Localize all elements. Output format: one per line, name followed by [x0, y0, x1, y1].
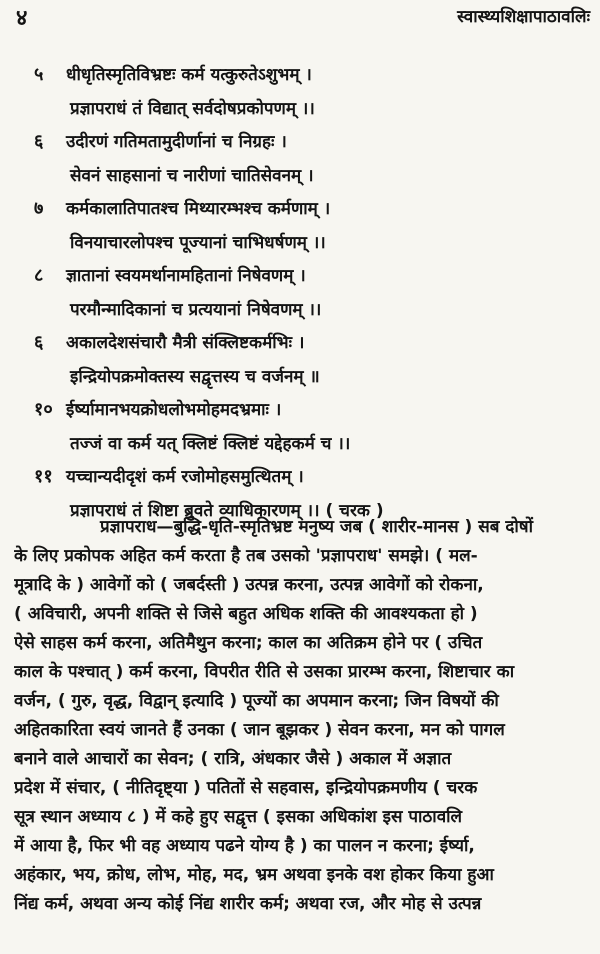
- commentary-line: ऐसे साहस कर्म करना, अतिमैथुन करना; काल का अतिक्रम होने पर ( उचित: [14, 633, 483, 653]
- verse-text: यच्चान्यदीदृशं कर्म रजोमोहसमुत्थितम् ।: [66, 467, 304, 487]
- verse-text: ज्ञातानां स्वयमर्थानामहितानां निषेवणम् ।: [66, 266, 306, 286]
- verse-number: ६: [34, 131, 44, 152]
- verse-5-line-1: [0, 58, 600, 92]
- verse-9-line-1: [0, 326, 600, 360]
- commentary-line: बनाने वाले आचारों का सेवन; ( रात्रि, अंधकार जैसे ) अकाल में अज्ञात: [14, 749, 452, 769]
- commentary-paragraph: [14, 513, 592, 919]
- verse-6-line-2: [0, 159, 600, 193]
- verse-number: ८: [34, 265, 44, 286]
- verse-10-line-2: [0, 427, 600, 461]
- commentary-line: प्रदेश में संचार, ( नीतिदृष्ट्या ) पतितों से सहवास, इन्द्रियोपक्रमणीय ( चरक: [14, 778, 478, 798]
- verse-text: विनयाचारलोपश्च पूज्यानां चाभिधर्षणम् ।।: [70, 232, 326, 253]
- commentary-line: अहितकारिता स्वयं जानते हैं उनका ( जान बूझकर ) सेवन करना, मन को पागल: [14, 720, 505, 740]
- verse-9-line-2: [0, 360, 600, 394]
- verse-number: १०: [34, 399, 53, 420]
- verse-text: उदीरणं गतिमतामुदीर्णानां च निग्रहः ।: [66, 132, 287, 152]
- commentary-line: में आया है, फिर भी वह अध्याय पढने योग्य है ) का पालन न करना; ईर्ष्या,: [14, 836, 475, 856]
- commentary-line: के लिए प्रकोपक अहित कर्म करता है तब उसको 'प्रज्ञापराध' समझे। ( मल-: [14, 546, 478, 566]
- commentary-line: प्रज्ञापराध—बुद्धि-धृति-स्मृतिभ्रष्ट मनुष्य जब ( शारीर-मानस ) सब दोषों: [100, 517, 534, 537]
- verse-text: कर्मकालातिपातश्च मिथ्यारम्भश्च कर्मणाम् ।: [66, 199, 331, 219]
- commentary-line: अहंकार, भय, क्रोध, लोभ, मोह, मद, भ्रम अथवा इनके वश होकर किया हुआ: [14, 865, 494, 885]
- commentary-line: सूत्र स्थान अध्याय ८ ) में कहे हुए सद्वृत्त ( इसका अधिकांश इस पाठावलि: [14, 807, 463, 827]
- verse-8-line-2: [0, 293, 600, 327]
- verse-10-line-1: [0, 393, 600, 427]
- verse-number: ५: [34, 64, 44, 85]
- commentary-line: ( अविचारी, अपनी शक्ति से जिसे बहुत अधिक शक्ति की आवश्यकता हो ): [14, 604, 478, 624]
- verse-number: ११: [34, 466, 53, 487]
- verse-text: तज्जं वा कर्म यत् क्लिष्टं क्लिष्टं यद्देहकर्म च ।।: [70, 433, 351, 454]
- verse-11-line-1: [0, 460, 600, 494]
- verse-8-line-1: [0, 259, 600, 293]
- verse-number: ७: [34, 198, 44, 219]
- verse-7-line-2: [0, 226, 600, 260]
- verse-text: प्रज्ञापराधं तं शिष्टा ब्रुवते व्याधिकारणम् ।। ( चरक ): [70, 500, 384, 521]
- verse-text: प्रज्ञापराधं तं विद्यात् सर्वदोषप्रकोपणम् ।।: [70, 98, 315, 119]
- commentary-line: मूत्रादि के ) आवेगों को ( जबर्दस्ती ) उत्पन्न करना, उत्पन्न आवेगों को रोकना,: [14, 575, 484, 595]
- verse-5-line-2: [0, 92, 600, 126]
- verse-text: अकालदेशसंचारौ मैत्री संक्लिष्टकर्मभिः ।: [66, 333, 305, 353]
- verse-7-line-1: [0, 192, 600, 226]
- verse-text: परमौन्मादिकानां च प्रत्ययानां निषेवणम् ।।: [70, 299, 322, 320]
- verse-block: [0, 58, 600, 527]
- page-number: ४: [16, 6, 28, 31]
- running-title: स्वास्थ्यशिक्षापाठावलिः: [457, 7, 590, 27]
- commentary-line: वर्जन, ( गुरु, वृद्ध, विद्वान् इत्यादि ) पूज्यों का अपमान करना; जिन विषयों की: [14, 691, 499, 711]
- commentary-line: काल के पश्चात् ) कर्म करना, विपरीत रीति से उसका प्रारम्भ करना, शिष्टाचार का: [14, 662, 515, 682]
- verse-text: इन्द्रियोपक्रमोक्तस्य सद्वृत्तस्य च वर्जनम् ॥: [70, 366, 320, 387]
- verse-text: ईर्ष्यामानभयक्रोधलोभमोहमदभ्रमाः ।: [66, 400, 282, 420]
- commentary-line: निंद्य कर्म, अथवा अन्य कोई निंद्य शारीर कर्म; अथवा रज, और मोह से उत्पन्न: [14, 894, 482, 914]
- verse-6-line-1: [0, 125, 600, 159]
- verse-text: धीधृतिस्मृतिविभ्रष्टः कर्म यत्कुरुतेऽशुभम् ।: [66, 65, 312, 85]
- verse-text: सेवनं साहसानां च नारीणां चातिसेवनम् ।: [70, 165, 314, 186]
- verse-number: ६: [34, 332, 44, 353]
